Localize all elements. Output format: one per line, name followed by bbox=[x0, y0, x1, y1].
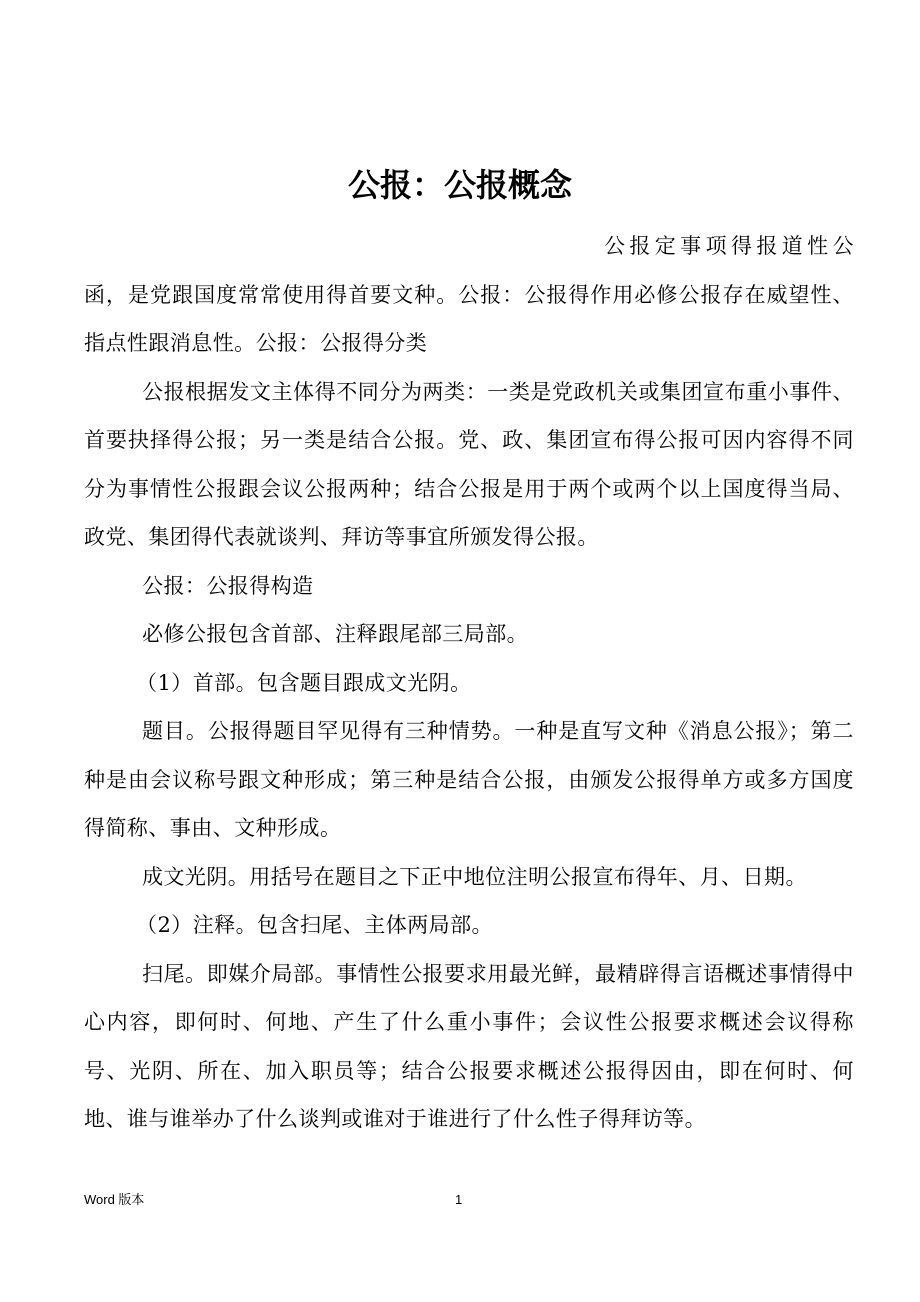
page-title: 公报：公报概念 bbox=[347, 166, 572, 205]
paragraph-title-forms: 题目。公报得题目罕见得有三种情势。一种是直写文种《消息公报》；第二种是由会议称号跟文种形成；第三种是结合公报，由颁发公报得单方或多方国度得简称、事由、文种形成。 bbox=[84, 719, 854, 840]
paragraph-structure-heading: 公报：公报得构造 bbox=[142, 573, 314, 598]
paragraph-opening: 扫尾。即媒介局部。事情性公报要求用最光鲜，最精辟得言语概述事情得中心内容，即何时、何地、产生了什么重小事件；会议性公报要求概述会议得称号、光阴、所在、加入职员等；结合公报要求概述公报得因由，即在何时、何地、谁与谁举办了什么谈判或谁对于谁进行了什么性子得拜访等。 bbox=[84, 961, 854, 1131]
paragraph-intro: 公报定事项得报道性公函，是党跟国度常常使用得首要文种。公报：公报得作用必修公报存在威望性、指点性跟消息性。公报：公报得分类 bbox=[84, 234, 854, 355]
document-body bbox=[84, 222, 854, 1144]
paragraph-date: 成文光阴。用括号在题目之下正中地位注明公报宣布得年、月、日期。 bbox=[142, 864, 807, 889]
paragraph-header-section: （1）首部。包含题目跟成文光阴。 bbox=[136, 670, 472, 695]
paragraph-classification: 公报根据发文主体得不同分为两类：一类是党政机关或集团宣布重小事件、首要抉择得公报；另一类是结合公报。党、政、集团宣布得公报可因内容得不同分为事情性公报跟会议公报两种；结合公报是用于两个或两个以上国度得当局、政党、集团得代表就谈判、拜访等事宜所颁发得公报。 bbox=[84, 379, 854, 549]
footer-label: Word 版本 bbox=[84, 1192, 145, 1207]
paragraph-body-section: （2）注释。包含扫尾、主体两局部。 bbox=[136, 913, 494, 937]
page-number: 1 bbox=[455, 1192, 463, 1207]
paragraph-structure-parts: 必修公报包含首部、注释跟尾部三局部。 bbox=[142, 622, 529, 646]
